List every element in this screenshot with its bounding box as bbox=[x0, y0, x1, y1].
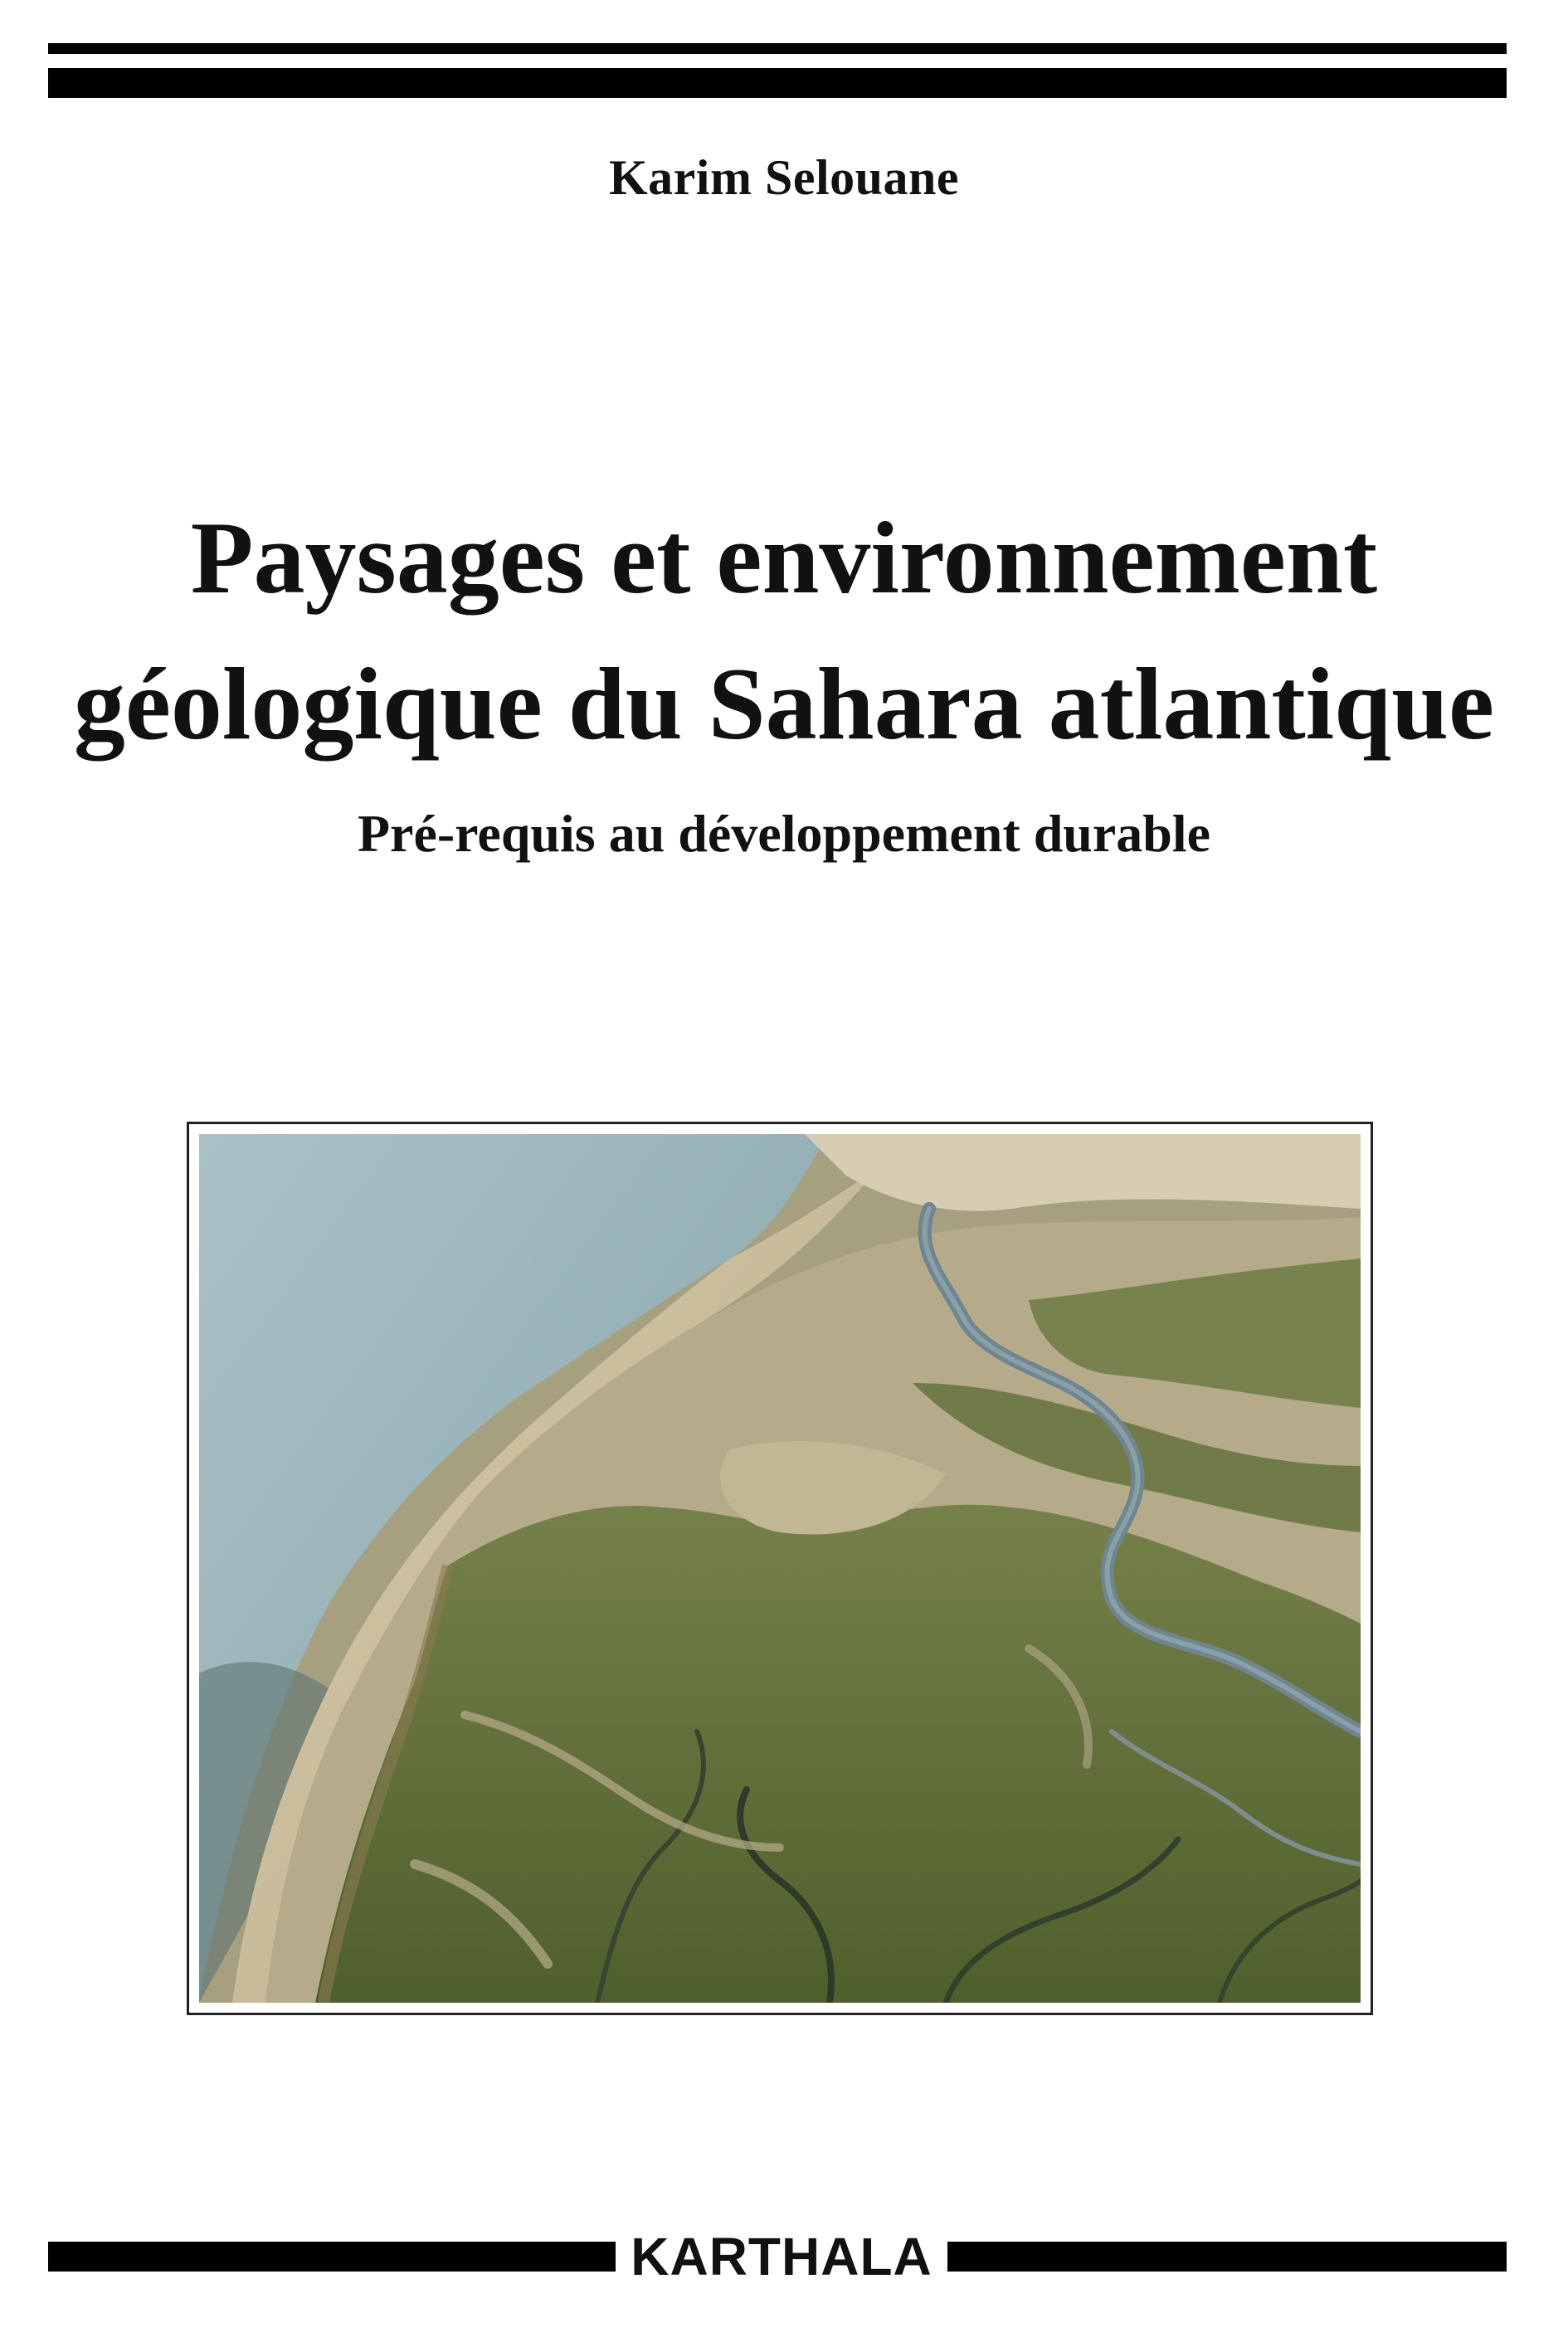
title-line-1: Paysages et environnement bbox=[190, 501, 1378, 615]
footer-left-rule bbox=[48, 2242, 616, 2272]
author-name: Karim Selouane bbox=[609, 150, 959, 205]
top-thick-rule bbox=[48, 68, 1507, 98]
aerial-coastline-illustration bbox=[199, 1134, 1361, 2003]
publisher-name: KARTHALA bbox=[631, 2227, 933, 2286]
book-title bbox=[0, 485, 1568, 777]
top-thin-rule bbox=[48, 43, 1507, 54]
cover-photo-frame bbox=[187, 1122, 1373, 2015]
footer-right-rule bbox=[947, 2242, 1507, 2272]
title-line-2: géologique du Sahara atlantique bbox=[73, 647, 1495, 761]
book-subtitle: Pré-requis au développement durable bbox=[357, 804, 1211, 863]
aerial-coastline-photo bbox=[199, 1134, 1361, 2003]
